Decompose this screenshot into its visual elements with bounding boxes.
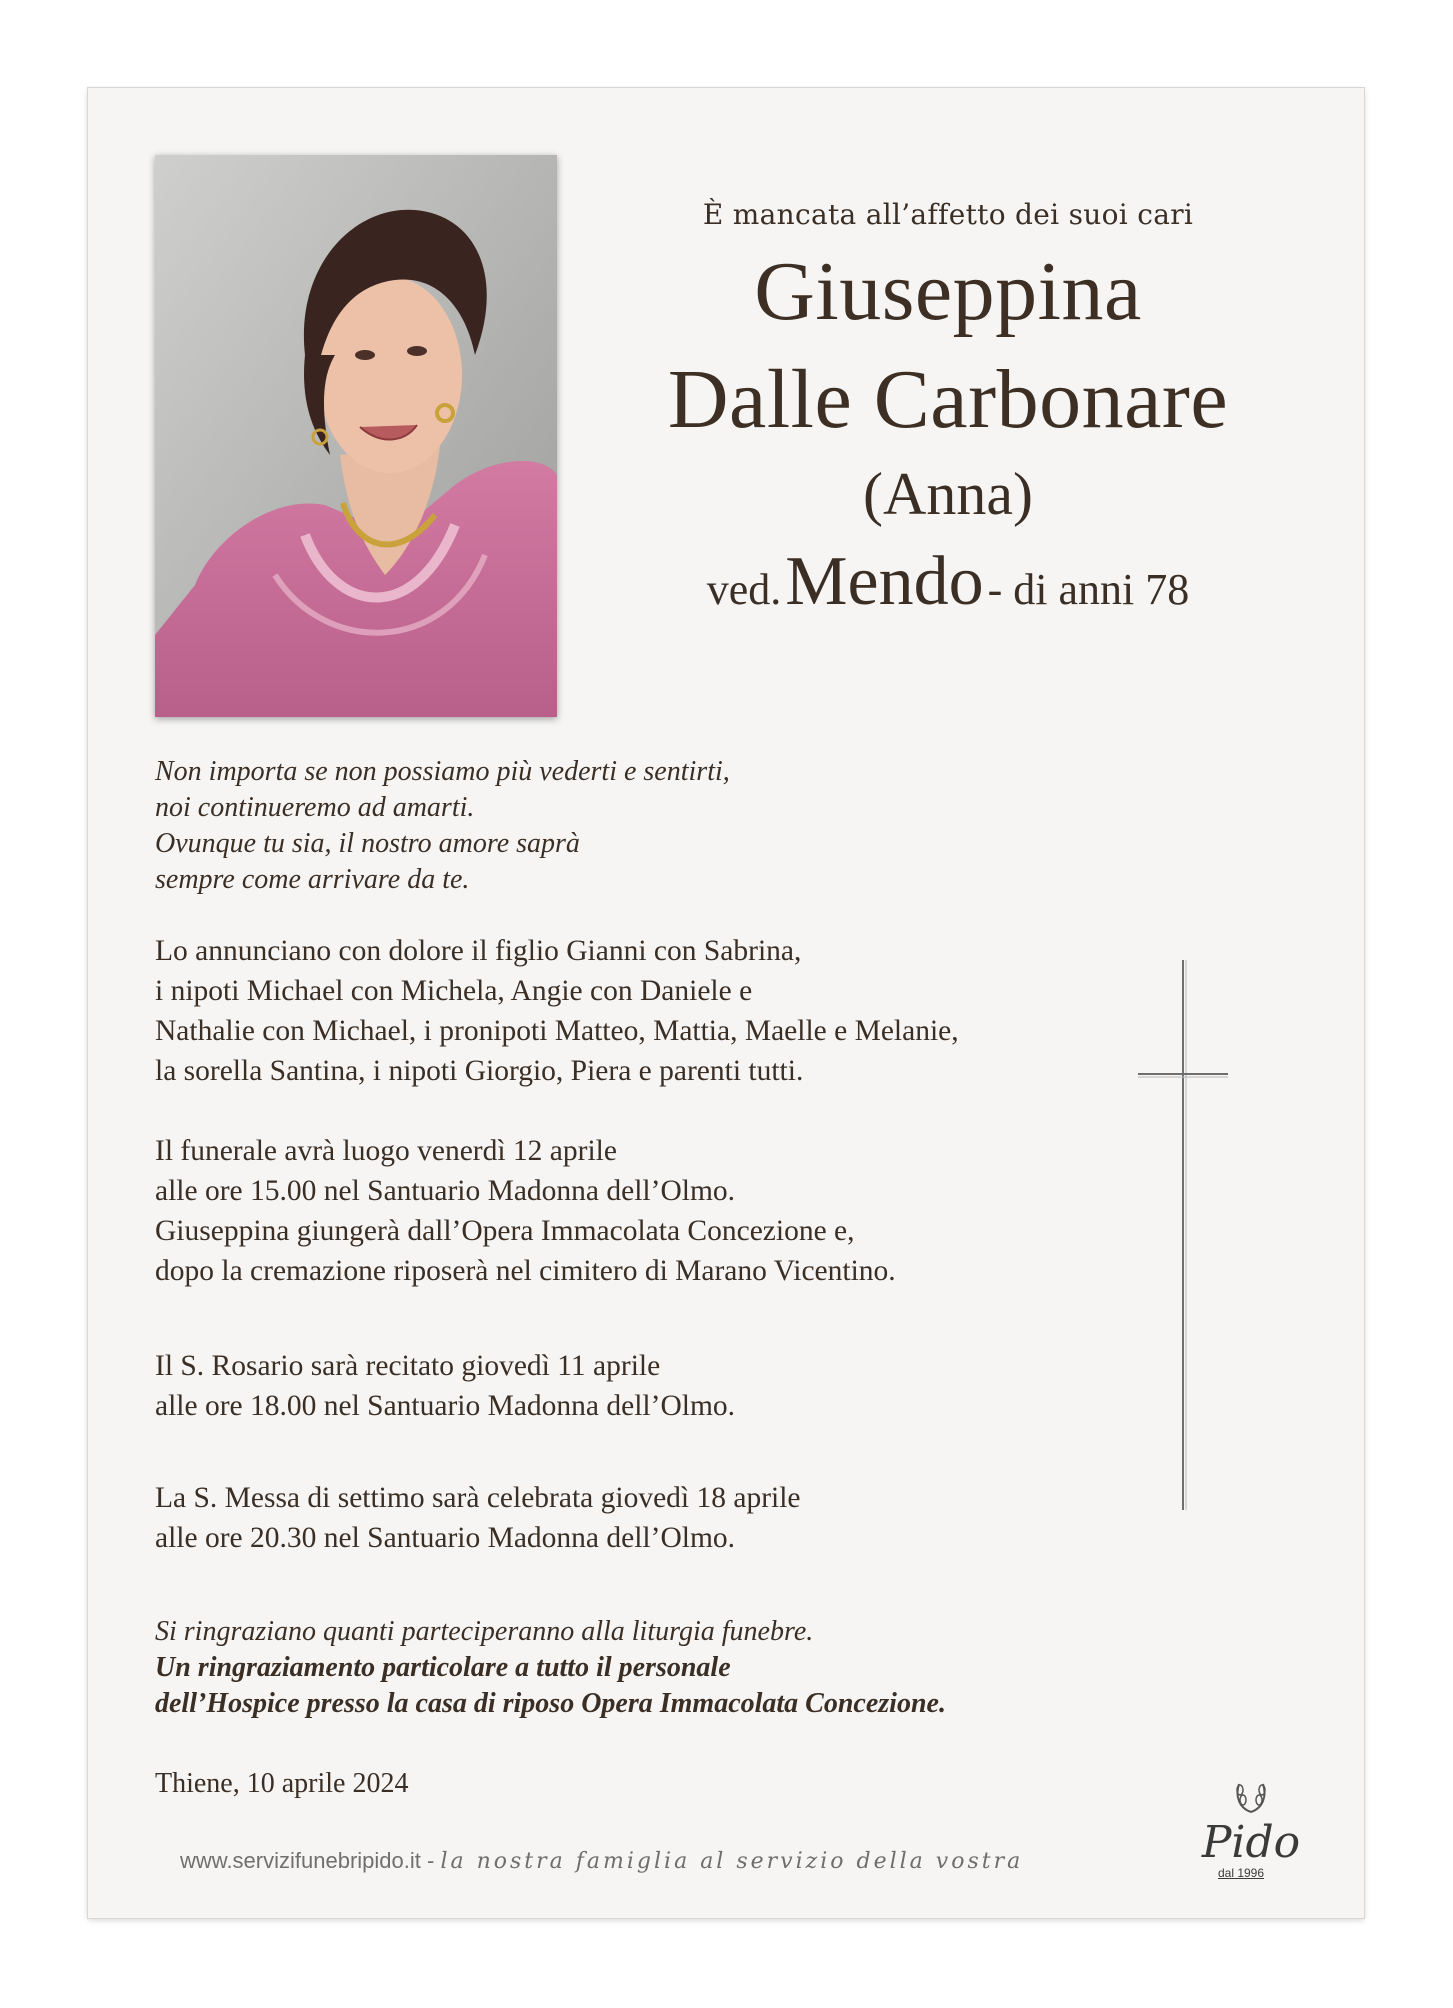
rosary-line: Il S. Rosario sarà recitato giovedì 11 aprile <box>155 1350 661 1382</box>
mass-paragraph <box>155 1478 1155 1558</box>
thanks-block <box>155 1614 1205 1722</box>
poem-line: noi continueremo ad amarti. <box>155 792 475 823</box>
ved-prefix: ved. <box>706 564 782 614</box>
announcement-line: Nathalie con Michael, i pronipoti Matteo, Mattia, Maelle e Melanie, <box>155 1015 959 1047</box>
header-block <box>558 198 1338 640</box>
thanks-line-bold: Un ringraziamento particolare a tutto il personale <box>155 1652 731 1683</box>
announcement-line: Lo annunciano con dolore il figlio Gianni con Sabrina, <box>155 935 802 967</box>
poem-line: sempre come arrivare da te. <box>155 864 470 895</box>
rosary-paragraph <box>155 1346 1155 1426</box>
intro-text: È mancata all’affetto dei suoi cari <box>702 198 1194 231</box>
first-name: Giuseppina <box>754 244 1142 338</box>
thanks-line-bold: dell’Hospice presso la casa di riposo Opera Immacolata Concezione. <box>155 1688 946 1719</box>
funeral-paragraph <box>155 1131 1155 1291</box>
funeral-line: alle ore 15.00 nel Santuario Madonna dell’Olmo. <box>155 1175 736 1207</box>
website-link[interactable]: www.servizifunebripido.it <box>180 1848 421 1873</box>
thanks-line: Si ringraziano quanti parteciperanno alla liturgia funebre. <box>155 1616 814 1647</box>
mass-line: La S. Messa di settimo sarà celebrata giovedì 18 aprile <box>155 1482 801 1514</box>
poem-line: Ovunque tu sia, il nostro amore saprà <box>155 828 580 859</box>
announcement-paragraph <box>155 931 1155 1091</box>
funeral-line: Il funerale avrà luogo venerdì 12 aprile <box>155 1135 617 1167</box>
announcement-line: la sorella Santina, i nipoti Giorgio, Piera e parenti tutti. <box>155 1055 804 1087</box>
obituary-sheet <box>88 88 1364 1918</box>
nickname: (Anna) <box>863 460 1033 527</box>
portrait-photo <box>155 155 557 717</box>
footer <box>180 1848 1023 1874</box>
poem-line: Non importa se non possiamo più vederti e sentirti, <box>155 756 730 787</box>
footer-separator: - <box>427 1848 435 1873</box>
wreath-icon <box>1231 1778 1271 1814</box>
cross-icon <box>1138 960 1228 1510</box>
place-date: Thiene, 10 aprile 2024 <box>155 1768 409 1799</box>
logo-since: dal 1996 <box>1217 1866 1265 1880</box>
pido-logo <box>1186 1778 1316 1888</box>
mass-line: alle ore 20.30 nel Santuario Madonna dell’Olmo. <box>155 1522 736 1554</box>
married-name-line <box>558 542 1338 640</box>
footer-tagline: la nostra famiglia al servizio della vostra <box>440 1849 1024 1874</box>
poem <box>155 754 1055 898</box>
married-name: Mendo <box>785 542 984 620</box>
funeral-line: Giuseppina giungerà dall’Opera Immacolata Concezione e, <box>155 1215 855 1247</box>
last-name: Dalle Carbonare <box>667 352 1229 446</box>
rosary-line: alle ore 18.00 nel Santuario Madonna dell’Olmo. <box>155 1390 736 1422</box>
announcement-line: i nipoti Michael con Michela, Angie con Daniele e <box>155 975 753 1007</box>
logo-name: Pido <box>1201 1817 1301 1868</box>
age-text: - di anni 78 <box>987 564 1190 614</box>
funeral-line: dopo la cremazione riposerà nel cimitero di Marano Vicentino. <box>155 1255 896 1287</box>
